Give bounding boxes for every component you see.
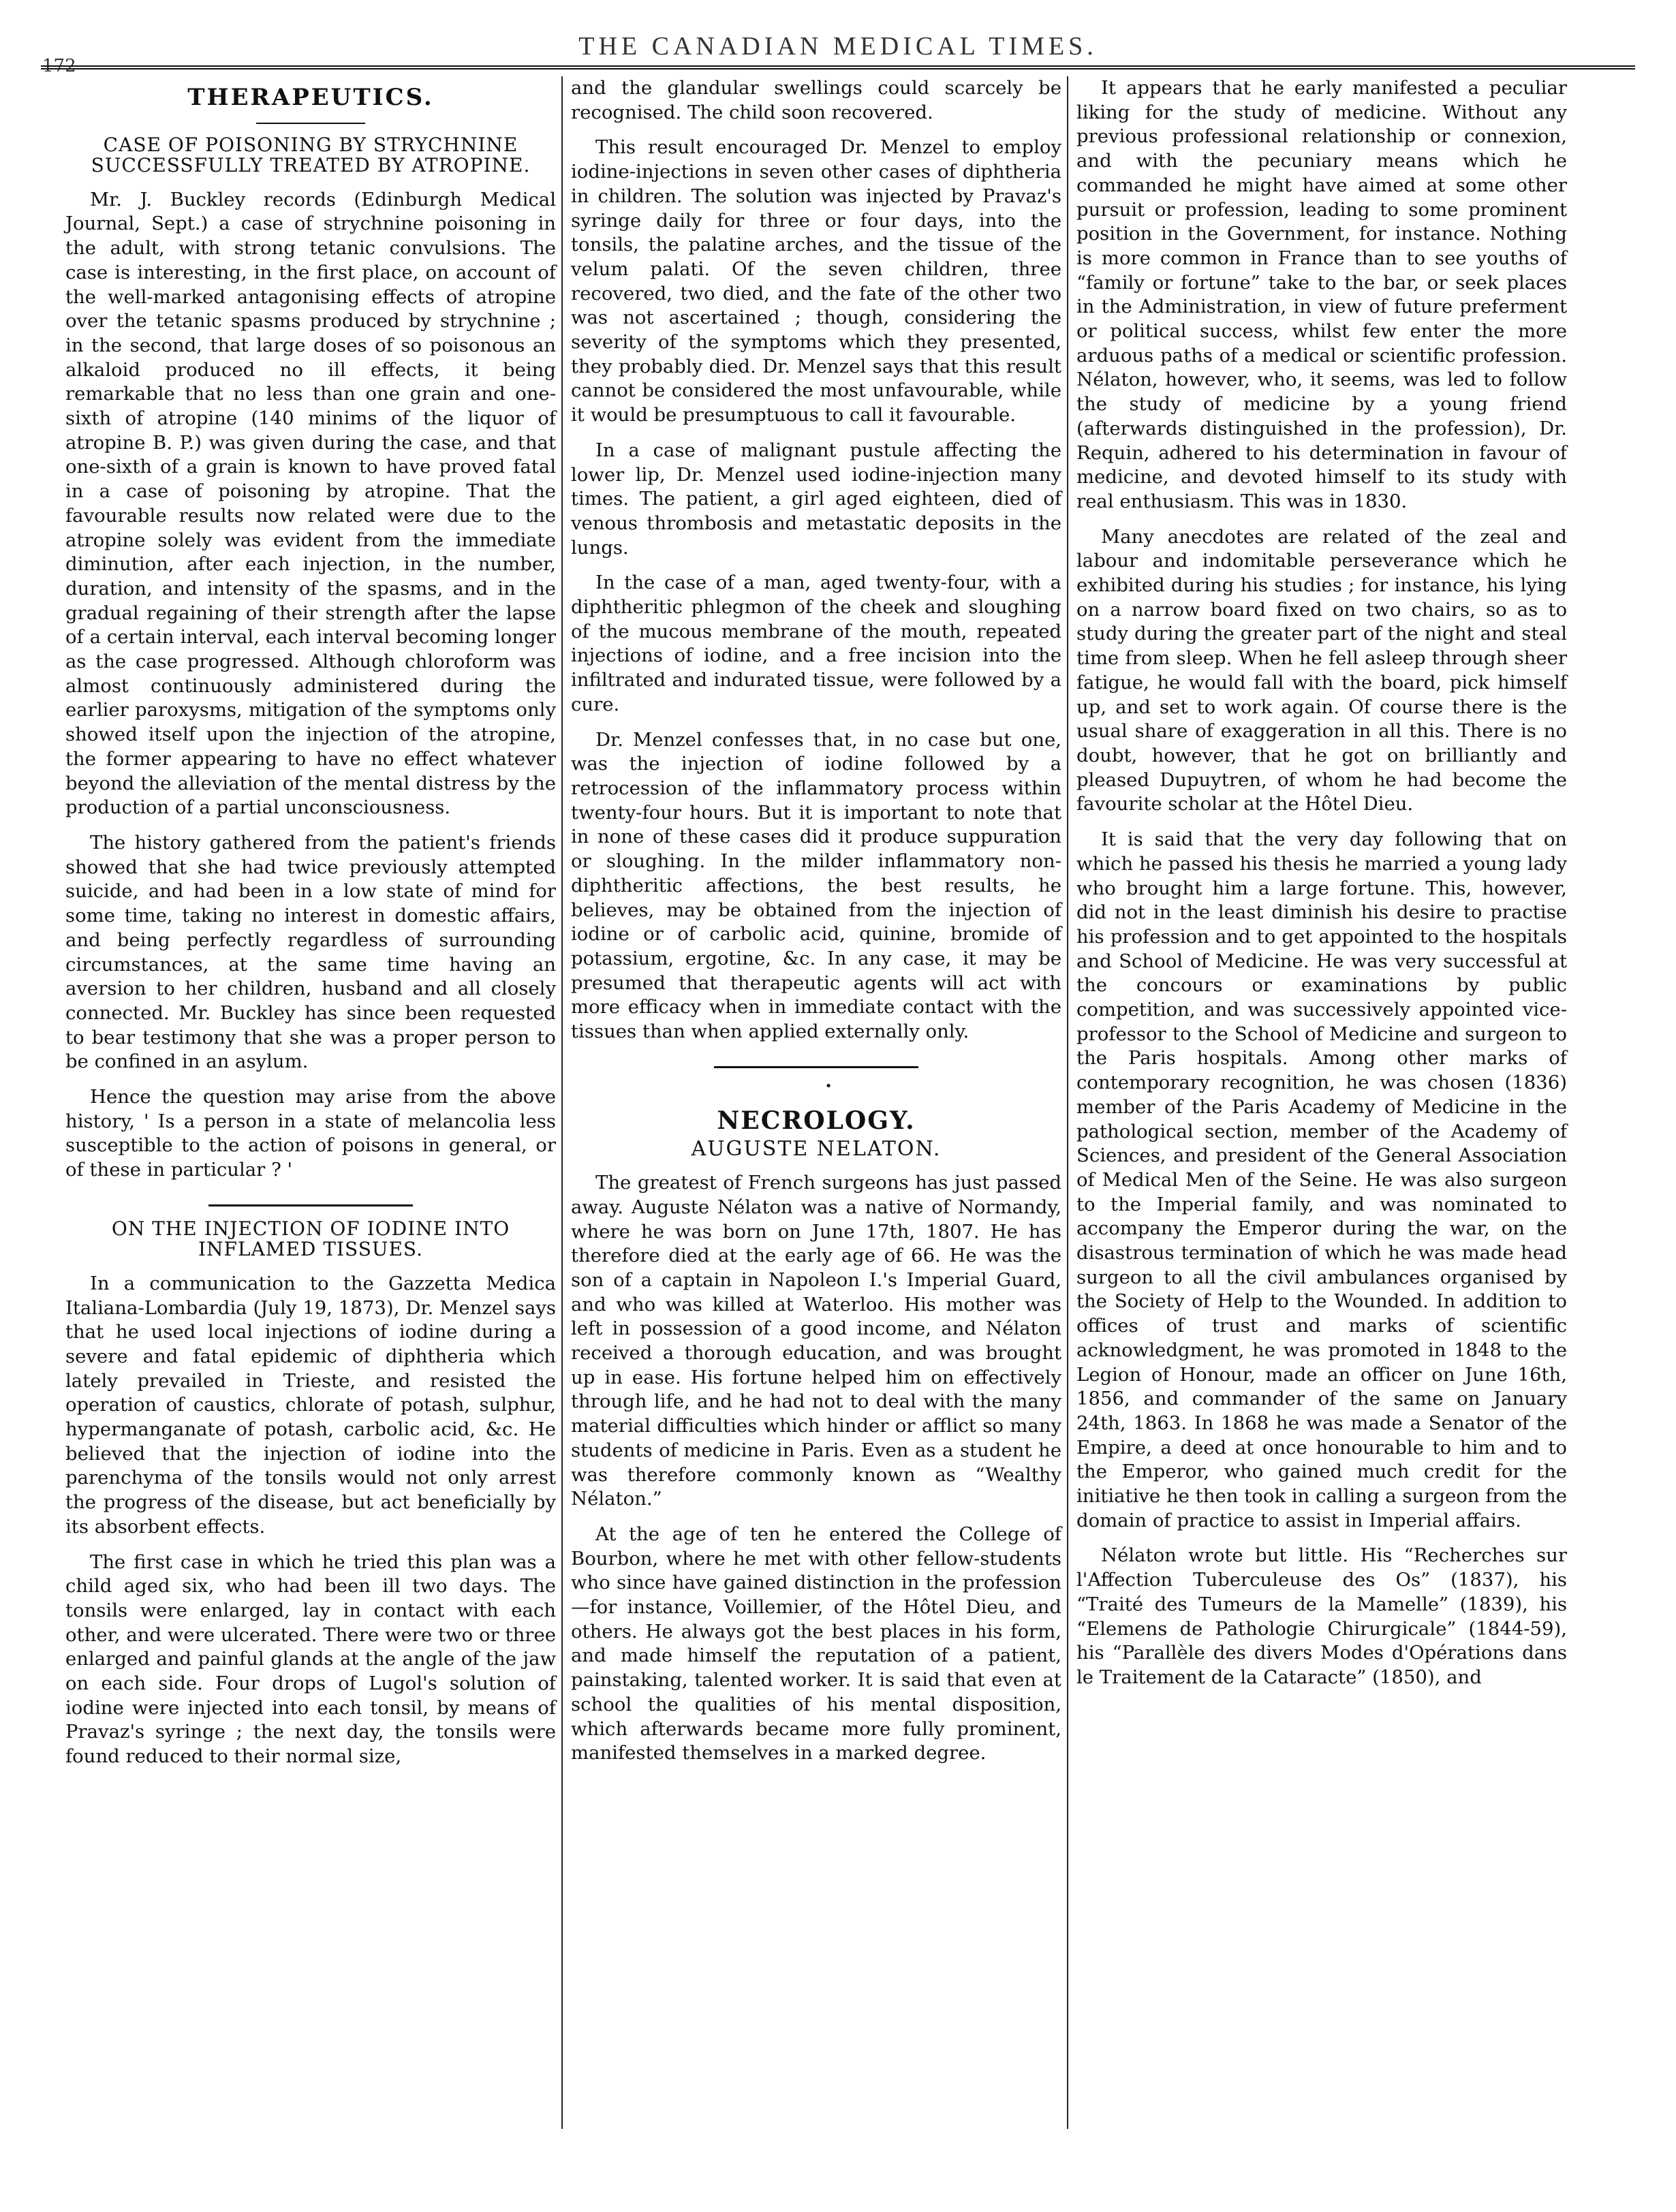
- necrology-subheading: AUGUSTE NELATON.: [691, 1137, 942, 1162]
- article-paragraph: This result encouraged Dr. Menzel to employ iodine-injections in seven other cases of diphtheria in children. The solution was injected by Pravaz's syringe daily for three or four days, into the tonsils, the palatine arches, and the tissue of the velum palati. Of the seven children, three recovered, two died, and the fate of the other two was not ascertained ; though, considering the severity of the symptoms which they presented, they probably died. Dr. Menzel says that this result cannot be considered the most unfavourable, while it would be presumptuous to call it favourable.: [571, 136, 1061, 426]
- page-number: 172: [42, 56, 76, 76]
- column-right: [1076, 76, 1567, 1701]
- article-paragraph: In a communication to the Gazzetta Medica Italiana-Lombardia (July 19, 1873), Dr. Menzel says that he used local injections of iodine during a severe and fatal epidemic of diphtheria which lately prevailed in Trieste, and resisted the operation of caustics, chlorate of potash, sulphur, hypermanganate of potash, carbolic acid, &c. He believed that the injection of iodine into the parenchyma of the tonsils would not only arrest the progress of the disease, but act beneficially by its absorbent effects.: [65, 1272, 556, 1538]
- article-paragraph: The first case in which he tried this plan was a child aged six, who had been ill two days. The tonsils were enlarged, lay in contact with each other, and were ulcerated. There were two or three enlarged and painful glands at the angle of the jaw on each side. Four drops of Lugol's solution of iodine were injected into each tonsil, by means of Pravaz's syringe ; the next day, the tonsils were found reduced to their normal size,: [65, 1551, 556, 1768]
- article-paragraph: Hence the question may arise from the above history, ' Is a person in a state of melancolia less susceptible to the action of poisons in general, or of these in particular ? ': [65, 1086, 556, 1181]
- article-paragraph: The greatest of French surgeons has just passed away. Auguste Nélaton was a native of Normandy, where he was born on June 17th, 1807. He has therefore died at the early age of 66. He was the son of a captain in Napoleon I.'s Imperial Guard, and who was killed at Waterloo. His mother was left in possession of a good income, and Nélaton received a thorough education, and was brought up in ease. His fortune helped him on effectively through life, and he had not to deal with the many material difficulties which hinder or afflict so many students of medicine in Paris. Even as a student he was therefore commonly known as “Wealthy Nélaton.”: [571, 1172, 1061, 1510]
- article-paragraph: Nélaton wrote but little. His “Recherches sur l'Affection Tuberculeuse des Os” (1837), his “Traité des Tumeurs de la Mamelle” (1839), his “Elemens de Pathologie Chirurgicale” (1844-59), his “Parallèle des divers Modes d'Opérations dans le Traitement de la Cataracte” (1850), and: [1076, 1544, 1567, 1688]
- article-separator-rule: [208, 1204, 413, 1206]
- section-rule: [256, 123, 365, 124]
- article-paragraph: and the glandular swellings could scarcely be recognised. The child soon recovered.: [571, 77, 1061, 123]
- article-title: CASE OF POISONING BY STRYCHNINE SUCCESSFULLY TREATED BY ATROPINE.: [91, 133, 531, 176]
- necrology-heading: NECROLOGY.: [717, 1106, 916, 1135]
- article-paragraph: In the case of a man, aged twenty-four, with a diphtheritic phlegmon of the cheek and sloughing of the mucous membrane of the mouth, repeated injections of iodine, and a free incision into the infiltrated and indurated tissue, were followed by a cure.: [571, 572, 1061, 715]
- column-divider: [1067, 76, 1068, 2129]
- column-divider: [561, 76, 563, 2129]
- article-paragraph: Many anecdotes are related of the zeal and labour and indomitable perseverance which he exhibited during his studies ; for instance, his lying on a narrow board fixed on two chairs, so as to study during the greater part of the night and steal time from sleep. When he fell asleep through sheer fatigue, he would fall with the board, pick himself up, and set to work again. Of course there is the usual share of exaggeration in all this. There is no doubt, however, that he got on brilliantly and pleased Dupuytren, of whom he had become the favourite scholar at the Hôtel Dieu.: [1076, 525, 1567, 815]
- ornament-dot: •: [824, 1078, 833, 1093]
- article-paragraph: It is said that the very day following that on which he passed his thesis he married a young lady who brought him a large fortune. This, however, did not in the least diminish his desire to practise his profession and to get appointed to the hospitals and School of Medicine. He was very successful at the concours or examinations by public competition, and was successively appointed vice-professor to the School of Medicine and surgeon to the Paris hospitals. Among other marks of contemporary recognition, he was chosen (1836) member of the Paris Academy of Medicine in the pathological section, member of the Academy of Sciences, and president of the General Association of Medical Men of the Seine. He was also surgeon to the Imperial family, and was nominated to accompany the Emperor during the war, on the disastrous termination of which he was made head surgeon to all the civil ambulances organised by the Society of Help to the Wounded. In addition to offices of trust and marks of scientific acknowledgment, he was promoted in 1848 to the Legion of Honour, made an officer on June 16th, 1856, and commander of the same on January 24th, 1863. In 1868 he was made a Senator of the Empire, a deed at once honourable to him and to the Emperor, who gained much credit for the initiative he then took in calling a surgeon from the domain of practice to assist in Imperial affairs.: [1076, 828, 1567, 1531]
- article-paragraph: It appears that he early manifested a peculiar liking for the study of medicine. Without any previous professional relationship or connexion, and with the pecuniary means which he commanded he might have aimed at some other pursuit or profession, leading to some prominent position in the Government, for instance. Nothing is more common in France than to see youths of “family or fortune” take to the bar, or seek places in the Administration, in view of future preferment or political success, whilst few enter the more arduous paths of a medical or scientific profession. Nélaton, however, who, it seems, was led to follow the study of medicine by a young friend (afterwards distinguished in the profession), Dr. Requin, adhered to his determination in favour of medicine, and devoted himself to its study with real enthusiasm. This was in 1830.: [1076, 77, 1567, 512]
- article-paragraph: At the age of ten he entered the College of Bourbon, where he met with other fellow-students who since have gained distinction in the profession—for instance, Voillemier, of the Hôtel Dieu, and others. He always got the best places in his form, and made himself the reputation of a patient, painstaking, talented worker. It is said that even at school the qualities of his mental disposition, which afterwards became more fully prominent, manifested themselves in a marked degree.: [571, 1523, 1061, 1764]
- masthead-title: THE CANADIAN MEDICAL TIMES.: [578, 32, 1098, 61]
- article-paragraph: Mr. J. Buckley records (Edinburgh Medical Journal, Sept.) a case of strychnine poisoning in the adult, with strong tetanic convulsions. The case is interesting, in the first place, on account of the well-marked antagonising effects of atropine over the tetanic spasms produced by strychnine ; in the second, that large doses of so poisonous an alkaloid produced no ill effects, it being remarkable that no less than one grain and one-sixth of atropine (140 minims of the liquor of atropine B. P.) was given during the case, and that one-sixth of a grain is known to have proved fatal in a case of poisoning by atropine. That the favourable results now related were due to the atropine solely was evident from the immediate diminution, after each injection, in the number, duration, and intensity of the spasms, and in the gradual regaining of their strength after the lapse of a certain interval, each interval becoming longer as the case progressed. Although chloroform was almost continuously administered during the earlier paroxysms, mitigation of the symptoms only showed itself upon the injection of the atropine, the former appearing to have no effect whatever beyond the alleviation of the mental distress by the production of a partial unconsciousness.: [65, 188, 556, 819]
- section-heading: THERAPEUTICS.: [187, 84, 434, 111]
- header-rule: [41, 65, 1635, 69]
- article-title: ON THE INJECTION OF IODINE INTO INFLAMED TISSUES.: [111, 1217, 510, 1260]
- article-paragraph: The history gathered from the patient's friends showed that she had twice previously attempted suicide, and had been in a low state of mind for some time, taking no interest in domestic affairs, and being perfectly regardless of surrounding circumstances, at the same time having an aversion to her children, husband and all closely connected. Mr. Buckley has since been requested to bear testimony that she was a proper person to be confined in an asylum.: [65, 831, 556, 1073]
- article-separator-rule: [714, 1066, 918, 1068]
- article-paragraph: Dr. Menzel confesses that, in no case but one, was the injection of iodine followed by a retrocession of the inflammatory process within twenty-four hours. But it is important to note that in none of these cases did it produce suppuration or sloughing. In the milder inflammatory non-diphtheritic affections, the best results, he believes, may be obtained from the injection of iodine or of carbolic acid, quinine, bromide of potassium, ergotine, &c. In any case, it may be presumed that therapeutic agents will act with more efficacy when in immediate contact with the tissues than when applied externally only.: [571, 728, 1061, 1043]
- article-paragraph: In a case of malignant pustule affecting the lower lip, Dr. Menzel used iodine-injection many times. The patient, a girl aged eighteen, died of venous thrombosis and metastatic deposits in the lungs.: [571, 439, 1061, 559]
- column-middle: [571, 76, 1061, 1777]
- column-left: [65, 76, 556, 1780]
